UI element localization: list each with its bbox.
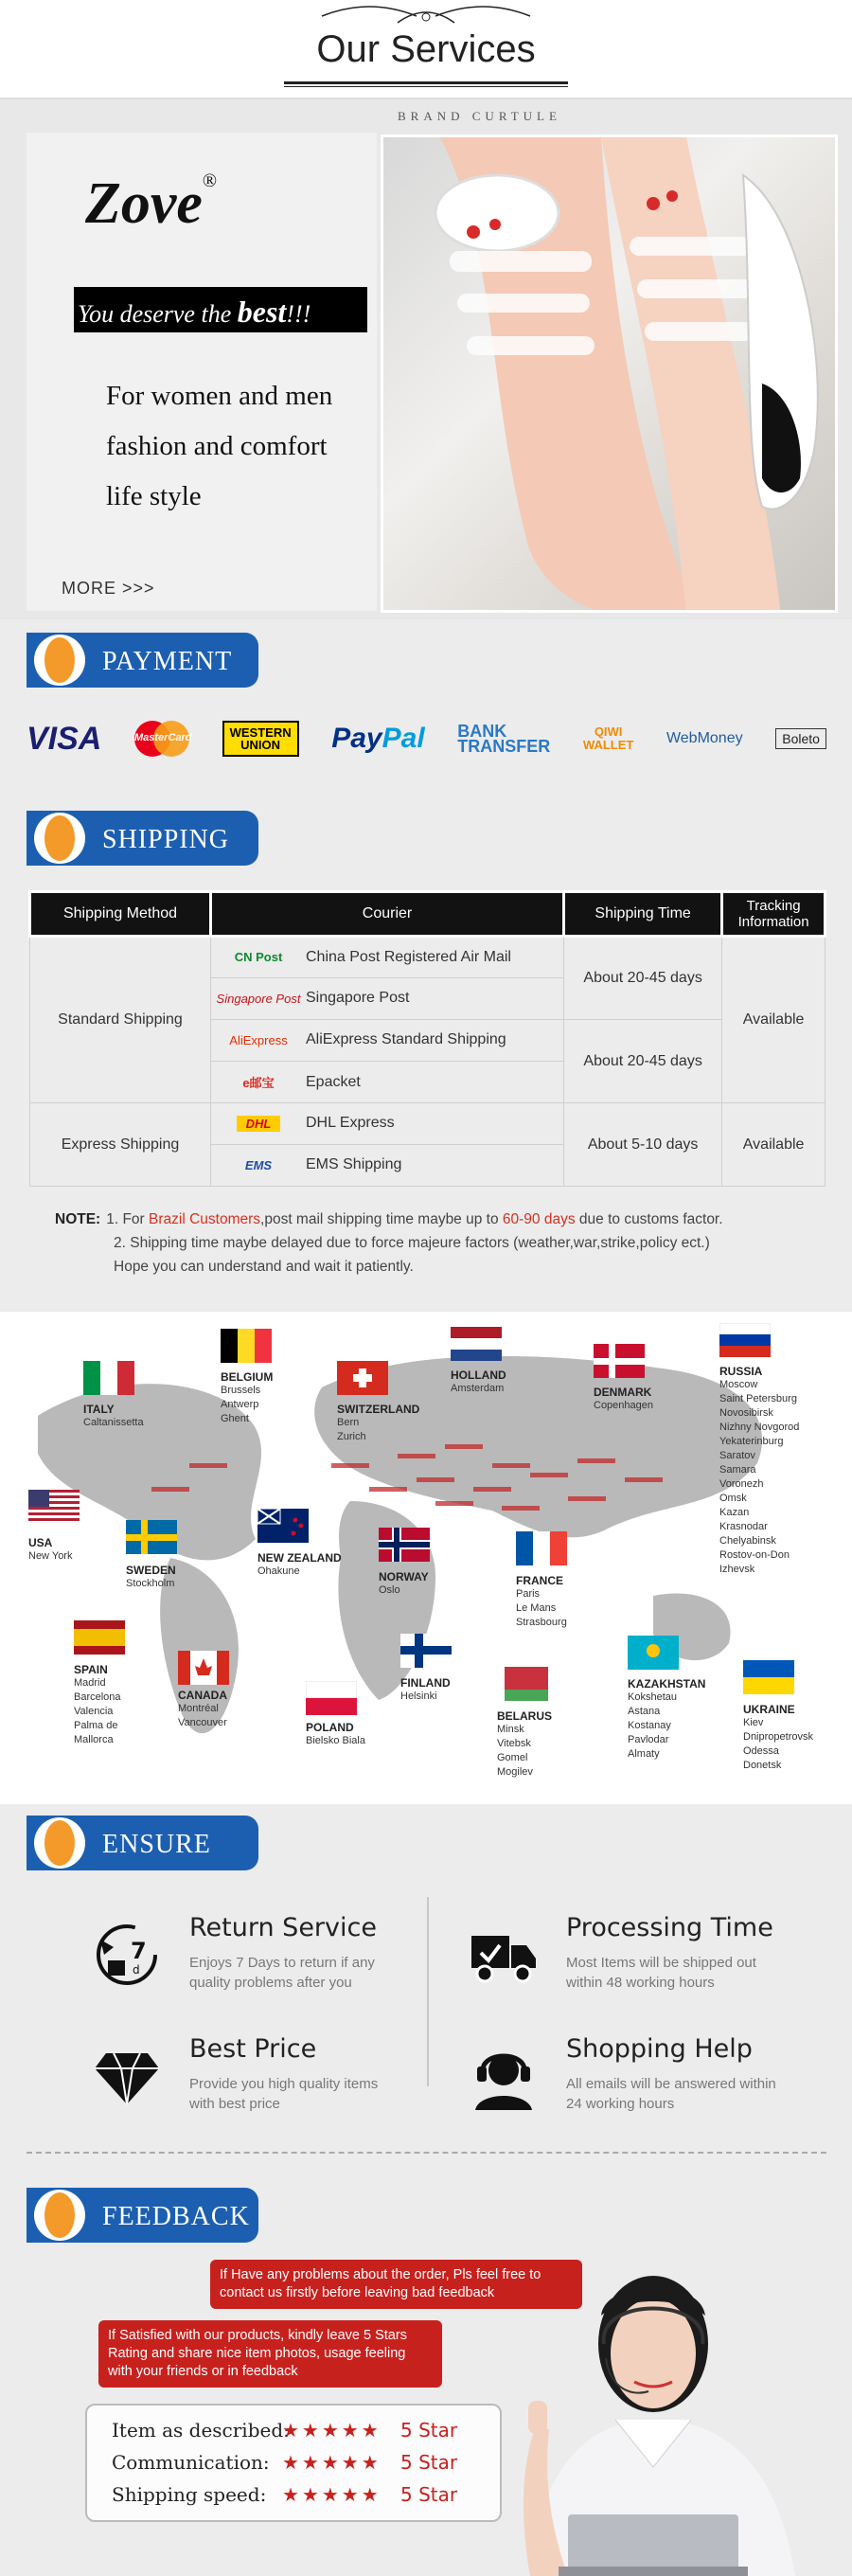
five-star-icon: ★★★★★ xyxy=(282,2483,382,2506)
spain-flag-icon xyxy=(74,1620,125,1655)
services-header xyxy=(0,0,852,99)
country-belgium: BELGIUM xyxy=(221,1370,274,1384)
courier-cell: Singapore Post Singapore Post xyxy=(211,978,564,1020)
country-canada: CANADA xyxy=(178,1689,227,1702)
sandals-illustration xyxy=(383,137,838,613)
method-cell: Standard Shipping xyxy=(30,937,211,1103)
payment-logos xyxy=(27,715,826,762)
cities-spain: Madrid Barcelona Valencia Palma de Mallorca xyxy=(74,1677,121,1745)
time-cell: About 5-10 days xyxy=(564,1103,722,1187)
tracking-cell: Available xyxy=(722,937,825,1103)
belarus-flag-icon xyxy=(497,1667,548,1701)
visa-logo: VISA xyxy=(27,720,102,757)
cities-ukraine: Kiev Dnipropetrovsk Odessa Donetsk xyxy=(743,1717,813,1771)
return-clock-icon xyxy=(93,1921,161,1989)
brand-section xyxy=(0,99,852,620)
cities-belgium: Brussels Antwerp Ghent xyxy=(221,1385,261,1424)
tracking-cell: Available xyxy=(722,1103,825,1187)
western-union-logo: WESTERN UNION xyxy=(222,721,299,757)
country-spain: SPAIN xyxy=(74,1663,108,1676)
belgium-flag-icon xyxy=(221,1329,272,1363)
country-kazakhstan: KAZAKHSTAN xyxy=(628,1677,706,1690)
product-photo xyxy=(381,134,838,613)
finland-flag-icon xyxy=(400,1634,452,1668)
cities-norway: Oslo xyxy=(379,1584,400,1596)
country-italy: ITALY xyxy=(83,1403,115,1416)
courier-cell: DHL DHL Express xyxy=(211,1103,564,1145)
brand-curtule-label: BRAND CURTULE xyxy=(398,109,561,123)
headset-support-icon xyxy=(470,2042,538,2110)
usa-flag-icon xyxy=(28,1490,80,1524)
diamond-icon xyxy=(93,2042,161,2110)
russia-flag-icon xyxy=(719,1323,771,1357)
kazakhstan-flag-icon xyxy=(628,1636,679,1670)
five-star-icon: ★★★★★ xyxy=(282,2451,382,2474)
column-header: Shipping Time xyxy=(564,892,722,937)
cities-france: Paris Le Mans Strasbourg xyxy=(516,1588,567,1628)
cities-switzerland: Bern Zurich xyxy=(337,1417,366,1442)
brand-tagline: You deserve the best!!! xyxy=(74,287,367,332)
column-header: Courier xyxy=(211,892,564,937)
china-post-icon: CN Post xyxy=(234,950,283,965)
time-cell: About 20-45 days xyxy=(564,937,722,1020)
payment-heading: PAYMENT xyxy=(27,633,258,688)
brand-logo: Zove® xyxy=(85,170,218,236)
dashed-divider xyxy=(27,2152,826,2154)
sweden-flag-icon xyxy=(126,1520,177,1554)
country-holland: HOLLAND xyxy=(451,1368,506,1382)
courier-cell: CN Post China Post Registered Air Mail xyxy=(211,937,564,978)
singapore-post-icon: Singapore Post xyxy=(216,991,301,1006)
world-map-section xyxy=(0,1312,852,1804)
new-zealand-flag-icon xyxy=(257,1509,309,1543)
poland-flag-icon xyxy=(306,1681,357,1715)
processing-time-item: Processing Time Most Items will be shipped out within 48 working hours xyxy=(470,1913,791,1998)
svg-text:d: d xyxy=(133,1963,140,1977)
aliexpress-icon: AliExpress xyxy=(229,1032,288,1047)
five-star-icon: ★★★★★ xyxy=(282,2419,382,2442)
page-title: Our Services xyxy=(316,28,536,70)
table-row xyxy=(30,1103,825,1145)
ornament-icon xyxy=(312,2,540,30)
section-circle-icon xyxy=(34,635,85,686)
country-sweden: SWEDEN xyxy=(126,1564,176,1577)
ems-icon: EMS xyxy=(244,1157,273,1172)
more-link[interactable]: MORE >>> xyxy=(62,579,155,598)
cities-poland: Bielsko Biala xyxy=(306,1735,365,1746)
cities-kazakhstan: Kokshetau Astana Kostanay Pavlodar Almaty xyxy=(628,1691,677,1760)
section-circle-icon xyxy=(34,813,85,864)
rating-row: Communication: ★★★★★ 5 Star xyxy=(112,2451,458,2474)
country-belarus: BELARUS xyxy=(497,1709,553,1723)
dhl-icon: DHL xyxy=(211,1117,306,1131)
italy-flag-icon xyxy=(83,1361,134,1395)
rating-row: Shipping speed: ★★★★★ 5 Star xyxy=(112,2483,458,2506)
ratings-box xyxy=(85,2404,502,2522)
france-flag-icon xyxy=(516,1531,567,1565)
country-finland: FINLAND xyxy=(400,1676,451,1690)
best-price-item: Best Price Provide you high quality items with best price xyxy=(93,2034,415,2120)
time-cell: About 20-45 days xyxy=(564,1020,722,1103)
cities-sweden: Stockholm xyxy=(126,1578,175,1589)
country-new-zealand: NEW ZEALAND xyxy=(257,1551,342,1565)
feedback-heading: FEEDBACK xyxy=(27,2188,258,2243)
qiwi-wallet-logo: QIWI WALLET xyxy=(582,724,634,752)
shipping-note: NOTE: 1. For Brazil Customers,post mail shipping time maybe up to 60-90 days due to customs factor. 2. Shipping time maybe delayed due to force majeure factors (weather,war,strike,policy ect.) Hope you can understand and wait it patiently. xyxy=(55,1211,723,1275)
ukraine-flag-icon xyxy=(743,1660,794,1694)
country-poland: POLAND xyxy=(306,1721,354,1734)
boleto-logo: Boleto xyxy=(775,728,826,749)
return-service-item: 7 d Return Service Enjoys 7 Days to return if any quality problems after you xyxy=(93,1913,415,1998)
courier-cell: e邮宝 Epacket xyxy=(211,1062,564,1103)
cities-new-zealand: Ohakune xyxy=(257,1565,300,1577)
paypal-logo: Pay Pal xyxy=(331,723,425,754)
truck-icon xyxy=(470,1921,538,1989)
cities-italy: Caltanissetta xyxy=(83,1417,144,1428)
switzerland-flag-icon xyxy=(337,1361,388,1395)
ensure-heading: ENSURE xyxy=(27,1816,258,1870)
cities-holland: Amsterdam xyxy=(451,1383,505,1394)
webmoney-logo: WebMoney xyxy=(666,730,743,746)
cities-finland: Helsinki xyxy=(400,1690,437,1702)
country-france: FRANCE xyxy=(516,1574,563,1587)
cities-canada: Montréal Vancouver xyxy=(178,1703,227,1728)
contact-first-bubble: If Have any problems about the order, Pls feel free to contact us firstly before leaving bad feedback xyxy=(210,2260,582,2309)
section-circle-icon xyxy=(34,2190,85,2241)
norway-flag-icon xyxy=(379,1528,430,1562)
cities-belarus: Minsk Vitebsk Gomel Mogilev xyxy=(497,1724,533,1778)
epacket-icon: e邮宝 xyxy=(242,1076,275,1090)
holland-flag-icon xyxy=(451,1327,502,1361)
leave-stars-bubble: If Satisfied with our products, kindly leave 5 Stars Rating and share nice item photos, usage feeling with your friends or in feedback xyxy=(98,2320,442,2388)
svg-text:7: 7 xyxy=(131,1938,147,1964)
shopping-help-item: Shopping Help All emails will be answered within 24 working hours xyxy=(470,2034,791,2120)
country-usa: USA xyxy=(28,1536,53,1549)
cities-denmark: Copenhagen xyxy=(594,1400,654,1411)
shipping-table xyxy=(28,890,826,1187)
country-ukraine: UKRAINE xyxy=(743,1703,795,1716)
title-underline xyxy=(284,81,568,87)
brand-copy: For women and men fashion and comfort life style xyxy=(106,381,333,511)
brand-card xyxy=(27,133,377,611)
column-header: Shipping Method xyxy=(30,892,211,937)
shipping-heading: SHIPPING xyxy=(27,811,258,866)
country-switzerland: SWITZERLAND xyxy=(337,1403,420,1416)
country-norway: NORWAY xyxy=(379,1570,429,1583)
country-denmark: DENMARK xyxy=(594,1386,652,1399)
canada-flag-icon xyxy=(178,1651,229,1685)
table-header-row xyxy=(30,892,825,937)
table-row xyxy=(30,937,825,978)
courier-cell: AliExpress AliExpress Standard Shipping xyxy=(211,1020,564,1062)
cities-usa: New York xyxy=(28,1550,73,1562)
mastercard-logo: MasterCard xyxy=(134,721,189,757)
cities-russia: Moscow Saint Petersburg Novosibirsk Nizhny Novgorod Yekaterinburg Saratov Samara Voronezh Omsk Kazan Krasnodar Chelyabinsk Rostov-on-Don Izhevsk xyxy=(719,1379,800,1575)
column-header: Tracking Information xyxy=(722,892,825,937)
denmark-flag-icon xyxy=(594,1344,645,1378)
bank-transfer-logo: BANK TRANSFER xyxy=(457,722,551,756)
method-cell: Express Shipping xyxy=(30,1103,211,1187)
courier-cell: EMS EMS Shipping xyxy=(211,1145,564,1187)
rating-row: Item as described: ★★★★★ 5 Star xyxy=(112,2419,458,2442)
country-russia: RUSSIA xyxy=(719,1365,763,1378)
ensure-divider xyxy=(427,1897,429,2086)
section-circle-icon xyxy=(34,1817,85,1869)
